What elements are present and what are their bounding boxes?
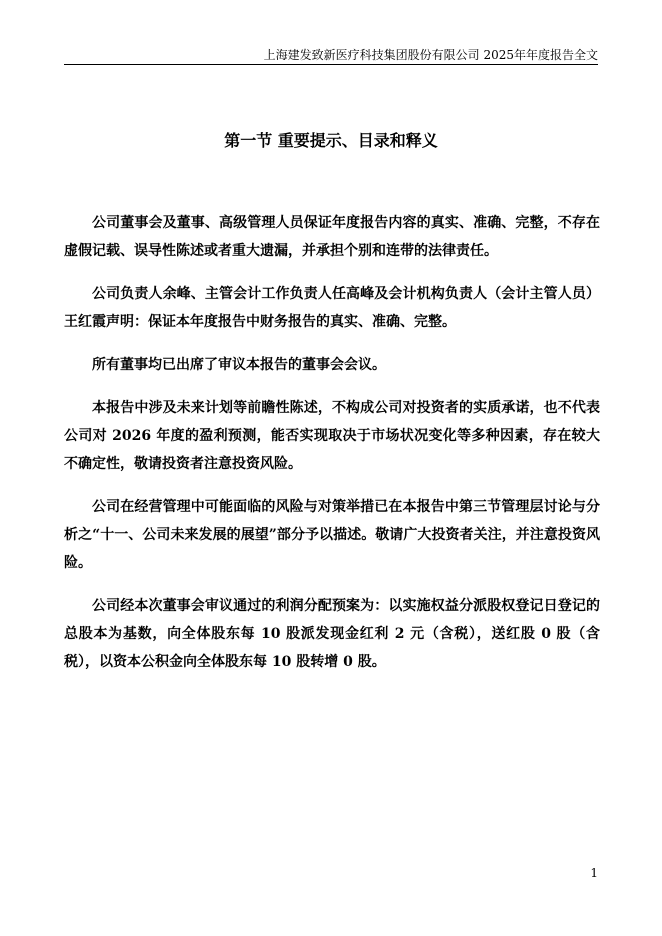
section-title: 第一节 重要提示、目录和释义 <box>224 131 438 150</box>
header-divider <box>64 64 598 65</box>
page-number: 1 <box>590 866 598 880</box>
paragraph-responsible-persons-statement: 公司负责人余峰、主管会计工作负责人任高峰及会计机构负责人（会计主管人员）王红霞声明：保证本年度报告中财务报告的真实、准确、完整。 <box>64 286 600 330</box>
paragraph-forward-looking-statement: 本报告中涉及未来计划等前瞻性陈述，不构成公司对投资者的实质承诺，也不代表公司对 2026 年度的盈利预测，能否实现取决于市场状况变化等多种因素，存在较大不确定性，敬请投资者注意投资风险。 <box>64 400 600 472</box>
paragraph-risk-notice: 公司在经营管理中可能面临的风险与对策举措已在本报告中第三节管理层讨论与分析之“十一、公司未来发展的展望”部分予以描述。敬请广大投资者关注，并注意投资风险。 <box>64 499 600 571</box>
paragraph-board-guarantee: 公司董事会及董事、高级管理人员保证年度报告内容的真实、准确、完整，不存在虚假记载、误导性陈述或者重大遗漏，并承担个别和连带的法律责任。 <box>64 215 600 259</box>
document-body <box>64 209 600 691</box>
running-header: 上海建发致新医疗科技集团股份有限公司 2025年年度报告全文 <box>263 48 598 62</box>
paragraph-profit-distribution: 公司经本次董事会审议通过的利润分配预案为：以实施权益分派股权登记日登记的总股本为基数，向全体股东每 10 股派发现金红利 2 元（含税），送红股 0 股（含税），以资本公积金向全体股东每 10 股转增 0 股。 <box>64 598 600 670</box>
paragraph-directors-attendance: 所有董事均已出席了审议本报告的董事会会议。 <box>92 357 386 373</box>
